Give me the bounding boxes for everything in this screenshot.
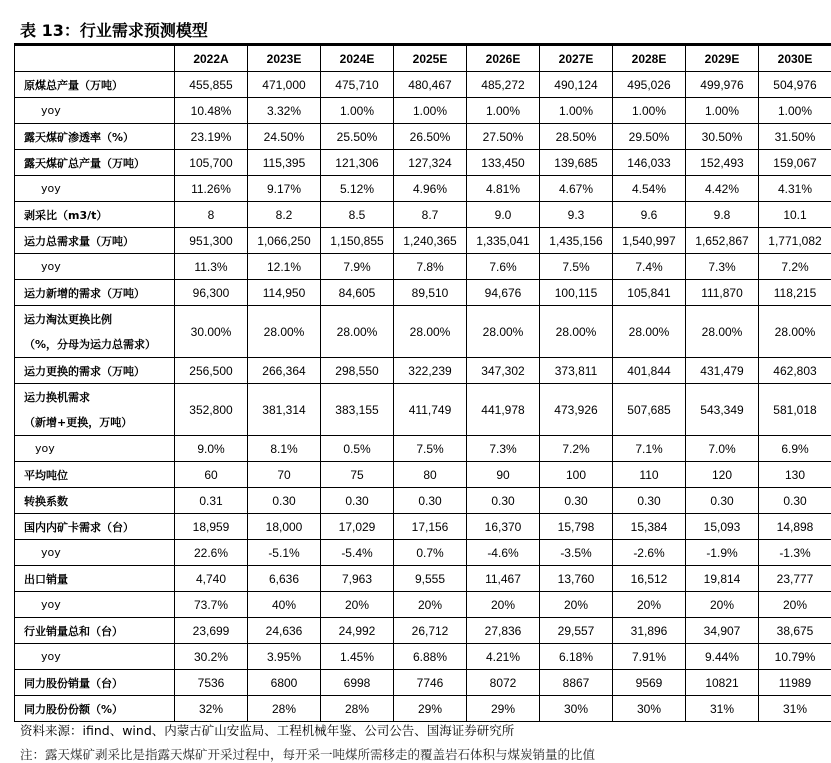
value-cell: 29.50%: [613, 124, 686, 150]
value-cell: 475,710: [321, 72, 394, 98]
value-cell: 18,959: [175, 514, 248, 540]
value-cell: 4.67%: [540, 176, 613, 202]
value-cell: 4,740: [175, 566, 248, 592]
value-cell: 8.7: [394, 202, 467, 228]
table-row: [15, 592, 831, 618]
value-cell: 100: [540, 462, 613, 488]
table-row: [15, 306, 831, 358]
row-label: 行业销量总和（台）: [15, 618, 175, 644]
table-row: [15, 358, 831, 384]
value-cell: 28.00%: [686, 306, 759, 358]
value-cell: 28.00%: [321, 306, 394, 358]
header-cell: 2030E: [759, 46, 831, 72]
value-cell: 1,066,250: [248, 228, 321, 254]
value-cell: 19,814: [686, 566, 759, 592]
value-cell: 152,493: [686, 150, 759, 176]
value-cell: 30.50%: [686, 124, 759, 150]
value-cell: 6,636: [248, 566, 321, 592]
value-cell: 20%: [467, 592, 540, 618]
header-cell: 2028E: [613, 46, 686, 72]
header-cell: 2022A: [175, 46, 248, 72]
value-cell: 3.95%: [248, 644, 321, 670]
table-row: [15, 202, 831, 228]
value-cell: 381,314: [248, 384, 321, 436]
value-cell: 20%: [540, 592, 613, 618]
value-cell: 0.7%: [394, 540, 467, 566]
value-cell: 1,240,365: [394, 228, 467, 254]
row-label: 同力股份销量（台）: [15, 670, 175, 696]
value-cell: 30.2%: [175, 644, 248, 670]
value-cell: 7.6%: [467, 254, 540, 280]
value-cell: 490,124: [540, 72, 613, 98]
row-label: 剥采比（m3/t）: [15, 202, 175, 228]
value-cell: 139,685: [540, 150, 613, 176]
value-cell: 15,093: [686, 514, 759, 540]
row-label: yoy: [15, 98, 175, 124]
row-label: 运力新增的需求（万吨）: [15, 280, 175, 306]
value-cell: 6998: [321, 670, 394, 696]
value-cell: -3.5%: [540, 540, 613, 566]
value-cell: 0.30: [321, 488, 394, 514]
table-row: [15, 644, 831, 670]
value-cell: 121,306: [321, 150, 394, 176]
value-cell: 20%: [394, 592, 467, 618]
value-cell: 30%: [613, 696, 686, 722]
footnote: 注：露天煤矿剥采比是指露天煤矿开采过程中，每开采一吨煤所需移走的覆盖岩石体积与煤炭销量的比值: [20, 745, 595, 763]
value-cell: 8.2: [248, 202, 321, 228]
row-label: yoy: [15, 436, 175, 462]
row-label: [15, 306, 175, 358]
table-row: [15, 670, 831, 696]
row-label: yoy: [15, 254, 175, 280]
value-cell: 111,870: [686, 280, 759, 306]
value-cell: 7.3%: [686, 254, 759, 280]
table-body: [15, 72, 831, 722]
value-cell: 1,335,041: [467, 228, 540, 254]
row-label: 转换系数: [15, 488, 175, 514]
value-cell: 26.50%: [394, 124, 467, 150]
value-cell: 1.00%: [540, 98, 613, 124]
value-cell: 9.44%: [686, 644, 759, 670]
value-cell: 7.8%: [394, 254, 467, 280]
value-cell: 9.0: [467, 202, 540, 228]
value-cell: 25.50%: [321, 124, 394, 150]
value-cell: 114,950: [248, 280, 321, 306]
value-cell: 127,324: [394, 150, 467, 176]
table-row: [15, 72, 831, 98]
value-cell: 5.12%: [321, 176, 394, 202]
value-cell: 0.31: [175, 488, 248, 514]
forecast-table: [14, 45, 831, 722]
value-cell: 18,000: [248, 514, 321, 540]
row-label-line: （新增+更换，万吨）: [24, 410, 174, 435]
value-cell: 256,500: [175, 358, 248, 384]
value-cell: 11989: [759, 670, 831, 696]
value-cell: 347,302: [467, 358, 540, 384]
value-cell: 159,067: [759, 150, 831, 176]
value-cell: 31,896: [613, 618, 686, 644]
value-cell: 6800: [248, 670, 321, 696]
value-cell: 28.00%: [394, 306, 467, 358]
row-label: 出口销量: [15, 566, 175, 592]
value-cell: 1.00%: [613, 98, 686, 124]
value-cell: 411,749: [394, 384, 467, 436]
value-cell: 1,150,855: [321, 228, 394, 254]
value-cell: 0.30: [613, 488, 686, 514]
row-label: yoy: [15, 644, 175, 670]
row-label-line: 运力淘汰更换比例: [24, 307, 174, 332]
value-cell: -1.3%: [759, 540, 831, 566]
value-cell: 441,978: [467, 384, 540, 436]
value-cell: 9569: [613, 670, 686, 696]
value-cell: 20%: [613, 592, 686, 618]
value-cell: 28.00%: [759, 306, 831, 358]
header-cell: 2025E: [394, 46, 467, 72]
table-title: 表 13：行业需求预测模型: [20, 20, 208, 42]
value-cell: 32%: [175, 696, 248, 722]
value-cell: 23.19%: [175, 124, 248, 150]
value-cell: 40%: [248, 592, 321, 618]
value-cell: 7.2%: [540, 436, 613, 462]
table-row: [15, 436, 831, 462]
value-cell: 29%: [394, 696, 467, 722]
header-cell: 2023E: [248, 46, 321, 72]
value-cell: 20%: [321, 592, 394, 618]
value-cell: 0.30: [540, 488, 613, 514]
value-cell: 29%: [467, 696, 540, 722]
value-cell: 7.91%: [613, 644, 686, 670]
value-cell: 118,215: [759, 280, 831, 306]
value-cell: 24,992: [321, 618, 394, 644]
value-cell: 27.50%: [467, 124, 540, 150]
value-cell: 8.5: [321, 202, 394, 228]
value-cell: 70: [248, 462, 321, 488]
header-cell: 2026E: [467, 46, 540, 72]
value-cell: 17,156: [394, 514, 467, 540]
value-cell: -4.6%: [467, 540, 540, 566]
table-row: [15, 566, 831, 592]
row-label: yoy: [15, 540, 175, 566]
value-cell: 28.00%: [540, 306, 613, 358]
value-cell: 110: [613, 462, 686, 488]
value-cell: 9.3: [540, 202, 613, 228]
value-cell: 6.18%: [540, 644, 613, 670]
value-cell: 28%: [321, 696, 394, 722]
value-cell: -5.4%: [321, 540, 394, 566]
value-cell: 7536: [175, 670, 248, 696]
value-cell: 8.1%: [248, 436, 321, 462]
value-cell: 23,699: [175, 618, 248, 644]
value-cell: 133,450: [467, 150, 540, 176]
value-cell: 9.17%: [248, 176, 321, 202]
value-cell: 1.00%: [467, 98, 540, 124]
value-cell: 90: [467, 462, 540, 488]
table-row: [15, 228, 831, 254]
value-cell: 1.00%: [686, 98, 759, 124]
table-row: [15, 280, 831, 306]
row-label: 平均吨位: [15, 462, 175, 488]
value-cell: 7746: [394, 670, 467, 696]
value-cell: 1.00%: [321, 98, 394, 124]
value-cell: 11,467: [467, 566, 540, 592]
value-cell: 29,557: [540, 618, 613, 644]
row-label: 露天煤矿渗透率（%）: [15, 124, 175, 150]
row-label: 运力更换的需求（万吨）: [15, 358, 175, 384]
value-cell: 322,239: [394, 358, 467, 384]
value-cell: 15,798: [540, 514, 613, 540]
header-cell: 2027E: [540, 46, 613, 72]
table-row: [15, 124, 831, 150]
value-cell: 373,811: [540, 358, 613, 384]
value-cell: 6.88%: [394, 644, 467, 670]
value-cell: 105,841: [613, 280, 686, 306]
value-cell: -1.9%: [686, 540, 759, 566]
value-cell: 30.00%: [175, 306, 248, 358]
value-cell: 10.79%: [759, 644, 831, 670]
table-row: [15, 462, 831, 488]
table-row: [15, 384, 831, 436]
value-cell: 22.6%: [175, 540, 248, 566]
value-cell: 7.0%: [686, 436, 759, 462]
value-cell: 28.00%: [467, 306, 540, 358]
value-cell: 8072: [467, 670, 540, 696]
value-cell: 0.30: [686, 488, 759, 514]
value-cell: 115,395: [248, 150, 321, 176]
value-cell: 12.1%: [248, 254, 321, 280]
value-cell: 0.30: [394, 488, 467, 514]
value-cell: 499,976: [686, 72, 759, 98]
value-cell: 23,777: [759, 566, 831, 592]
value-cell: 31%: [686, 696, 759, 722]
value-cell: 480,467: [394, 72, 467, 98]
value-cell: 130: [759, 462, 831, 488]
value-cell: 9.6: [613, 202, 686, 228]
header-cell: 2029E: [686, 46, 759, 72]
value-cell: 8: [175, 202, 248, 228]
value-cell: 7.5%: [394, 436, 467, 462]
value-cell: 504,976: [759, 72, 831, 98]
value-cell: 4.96%: [394, 176, 467, 202]
value-cell: 28.50%: [540, 124, 613, 150]
value-cell: 7.3%: [467, 436, 540, 462]
source-note: 资料来源：ifind、wind、内蒙古矿山安监局、工程机械年鉴、公司公告、国海证券研究所: [20, 721, 514, 739]
row-label: 国内内矿卡需求（台）: [15, 514, 175, 540]
row-label-line: （%，分母为运力总需求）: [24, 332, 174, 357]
value-cell: 31.50%: [759, 124, 831, 150]
value-cell: 0.5%: [321, 436, 394, 462]
value-cell: 28.00%: [248, 306, 321, 358]
table-row: [15, 540, 831, 566]
row-label: 同力股份份额（%）: [15, 696, 175, 722]
value-cell: 120: [686, 462, 759, 488]
value-cell: 1,435,156: [540, 228, 613, 254]
value-cell: 9,555: [394, 566, 467, 592]
value-cell: 471,000: [248, 72, 321, 98]
value-cell: 7.5%: [540, 254, 613, 280]
value-cell: 28%: [248, 696, 321, 722]
header-cell: 2024E: [321, 46, 394, 72]
table-row: [15, 514, 831, 540]
value-cell: 4.42%: [686, 176, 759, 202]
row-label-line: 运力换机需求: [24, 385, 174, 410]
value-cell: 80: [394, 462, 467, 488]
value-cell: 100,115: [540, 280, 613, 306]
value-cell: 266,364: [248, 358, 321, 384]
value-cell: 1.45%: [321, 644, 394, 670]
value-cell: 1,540,997: [613, 228, 686, 254]
value-cell: 543,349: [686, 384, 759, 436]
table-row: [15, 98, 831, 124]
value-cell: 28.00%: [613, 306, 686, 358]
value-cell: 16,512: [613, 566, 686, 592]
value-cell: 7.4%: [613, 254, 686, 280]
value-cell: 11.3%: [175, 254, 248, 280]
value-cell: 462,803: [759, 358, 831, 384]
header-row: [15, 46, 831, 72]
value-cell: 84,605: [321, 280, 394, 306]
value-cell: 89,510: [394, 280, 467, 306]
value-cell: 17,029: [321, 514, 394, 540]
header-cell: [15, 46, 175, 72]
value-cell: 7.9%: [321, 254, 394, 280]
value-cell: 352,800: [175, 384, 248, 436]
value-cell: -2.6%: [613, 540, 686, 566]
table-row: [15, 618, 831, 644]
value-cell: 383,155: [321, 384, 394, 436]
value-cell: 3.32%: [248, 98, 321, 124]
value-cell: 951,300: [175, 228, 248, 254]
value-cell: 11.26%: [175, 176, 248, 202]
row-label: yoy: [15, 176, 175, 202]
value-cell: 495,026: [613, 72, 686, 98]
value-cell: 75: [321, 462, 394, 488]
value-cell: 401,844: [613, 358, 686, 384]
value-cell: 20%: [686, 592, 759, 618]
value-cell: 1,652,867: [686, 228, 759, 254]
value-cell: 27,836: [467, 618, 540, 644]
value-cell: 6.9%: [759, 436, 831, 462]
value-cell: 455,855: [175, 72, 248, 98]
value-cell: 4.31%: [759, 176, 831, 202]
row-label: yoy: [15, 592, 175, 618]
value-cell: 0.30: [467, 488, 540, 514]
value-cell: 96,300: [175, 280, 248, 306]
value-cell: 60: [175, 462, 248, 488]
value-cell: 9.0%: [175, 436, 248, 462]
table-row: [15, 176, 831, 202]
row-label: 原煤总产量（万吨）: [15, 72, 175, 98]
value-cell: 1.00%: [759, 98, 831, 124]
value-cell: 73.7%: [175, 592, 248, 618]
value-cell: 4.54%: [613, 176, 686, 202]
row-label: [15, 384, 175, 436]
value-cell: 38,675: [759, 618, 831, 644]
value-cell: 16,370: [467, 514, 540, 540]
table-row: [15, 488, 831, 514]
value-cell: 7.1%: [613, 436, 686, 462]
value-cell: 7.2%: [759, 254, 831, 280]
value-cell: 26,712: [394, 618, 467, 644]
value-cell: 24,636: [248, 618, 321, 644]
value-cell: 0.30: [759, 488, 831, 514]
value-cell: 8867: [540, 670, 613, 696]
value-cell: 0.30: [248, 488, 321, 514]
value-cell: 15,384: [613, 514, 686, 540]
value-cell: 7,963: [321, 566, 394, 592]
value-cell: 31%: [759, 696, 831, 722]
value-cell: 10.1: [759, 202, 831, 228]
row-label: 露天煤矿总产量（万吨）: [15, 150, 175, 176]
value-cell: 146,033: [613, 150, 686, 176]
value-cell: 13,760: [540, 566, 613, 592]
value-cell: 34,907: [686, 618, 759, 644]
value-cell: 1,771,082: [759, 228, 831, 254]
row-label: 运力总需求量（万吨）: [15, 228, 175, 254]
value-cell: 10821: [686, 670, 759, 696]
value-cell: 473,926: [540, 384, 613, 436]
value-cell: 94,676: [467, 280, 540, 306]
value-cell: 1.00%: [394, 98, 467, 124]
value-cell: 9.8: [686, 202, 759, 228]
value-cell: 105,700: [175, 150, 248, 176]
table-row: [15, 696, 831, 722]
table-row: [15, 150, 831, 176]
value-cell: 298,550: [321, 358, 394, 384]
value-cell: -5.1%: [248, 540, 321, 566]
value-cell: 431,479: [686, 358, 759, 384]
value-cell: 24.50%: [248, 124, 321, 150]
value-cell: 14,898: [759, 514, 831, 540]
value-cell: 10.48%: [175, 98, 248, 124]
value-cell: 4.21%: [467, 644, 540, 670]
value-cell: 30%: [540, 696, 613, 722]
value-cell: 507,685: [613, 384, 686, 436]
table-row: [15, 254, 831, 280]
value-cell: 581,018: [759, 384, 831, 436]
value-cell: 20%: [759, 592, 831, 618]
value-cell: 485,272: [467, 72, 540, 98]
value-cell: 4.81%: [467, 176, 540, 202]
